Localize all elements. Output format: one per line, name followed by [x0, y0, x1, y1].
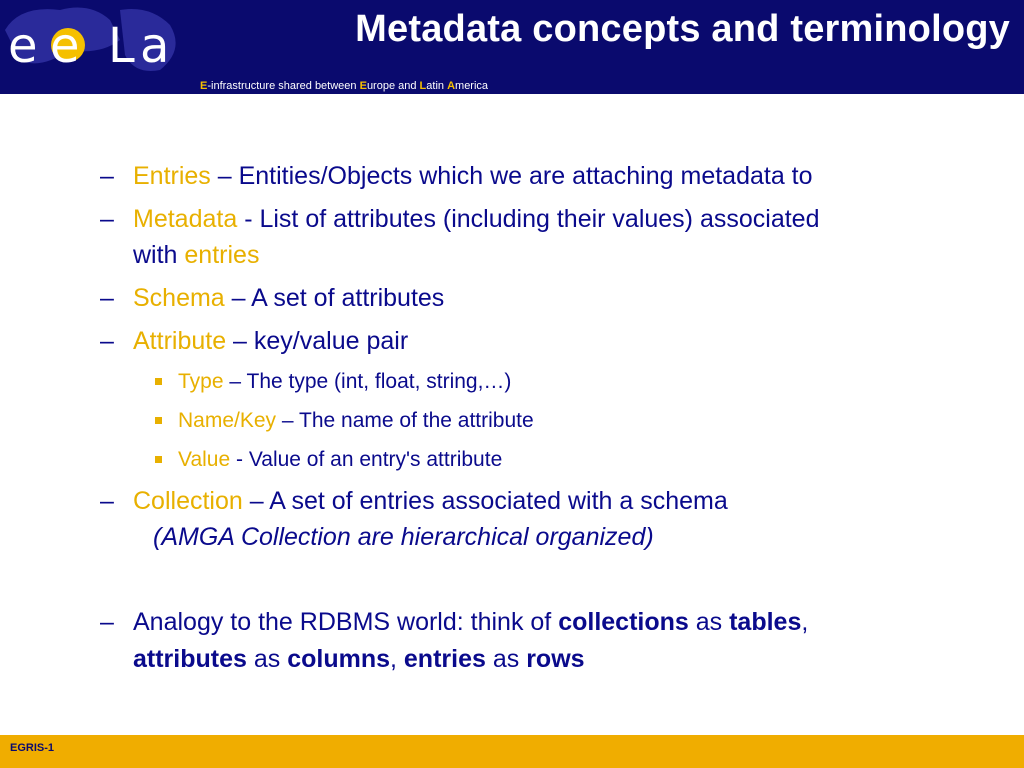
item-type: Type – The type (int, float, string,…) — [178, 370, 512, 393]
collection-note: (AMGA Collection are hierarchical organized) — [153, 523, 654, 551]
footer-label: EGRIS-1 — [10, 742, 55, 754]
dash-bullet: – — [100, 205, 114, 233]
item-schema: Schema – A set of attributes — [133, 284, 445, 312]
dash-bullet: – — [100, 284, 114, 312]
dash-bullet: – — [100, 327, 114, 355]
item-entries: Entries – Entities/Objects which we are attaching metadata to — [133, 162, 813, 190]
item-analogy-cont: attributes as columns, entries as rows — [133, 645, 585, 673]
footer-bar — [0, 735, 1024, 768]
page-title: Metadata concepts and terminology — [355, 8, 1010, 50]
dash-bullet: – — [100, 162, 114, 190]
svg-text:a: a — [140, 18, 170, 74]
item-value: Value - Value of an entry's attribute — [178, 448, 503, 471]
item-metadata: Metadata - List of attributes (including their values) associated — [133, 205, 820, 233]
item-collection: Collection – A set of entries associated with a schema — [133, 487, 728, 515]
dash-bullet: – — [100, 608, 114, 636]
svg-text:e: e — [8, 18, 38, 74]
dash-bullet: – — [100, 487, 114, 515]
item-namekey: Name/Key – The name of the attribute — [178, 409, 534, 432]
item-attribute: Attribute – key/value pair — [133, 327, 409, 355]
item-analogy: Analogy to the RDBMS world: think of collections as tables, — [133, 608, 809, 636]
square-bullet — [155, 378, 162, 385]
svg-text:L: L — [108, 18, 135, 74]
square-bullet — [155, 456, 162, 463]
header-tagline: E-infrastructure shared between Europe and Latin America — [200, 80, 489, 92]
item-metadata-cont: with entries — [133, 241, 260, 269]
svg-text:e: e — [50, 18, 80, 74]
square-bullet — [155, 417, 162, 424]
